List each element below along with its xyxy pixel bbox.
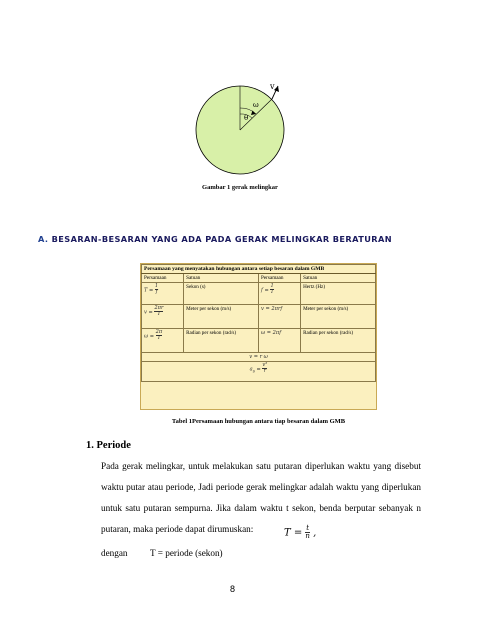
table-header: Satuan <box>301 274 376 283</box>
variable-definition: T = periode (sekon) <box>150 548 223 558</box>
table-cell-unit: Radian per sekon (rad/s) <box>184 329 259 353</box>
theta-label: θ <box>244 114 249 122</box>
velocity-arrowhead <box>274 86 279 92</box>
table-row <box>142 353 376 362</box>
body-paragraph: Pada gerak melingkar, untuk melakukan satu putaran diperlukan waktu yang disebut waktu putar atau periode, Jadi periode gerak melingkar adalah waktu yang diperlukan untuk satu putaran sempurna. Jika dalam waktu t sekon, benda berputar sebanyak n putaran, maka periode dapat dirumuskan: <box>101 461 421 534</box>
table-title: Persamaan yang menyatakan hubungan antara setiap besaran dalam GMB <box>142 265 376 274</box>
table-cell-formula: ω = 2πf <box>258 329 300 353</box>
table-header: Satuan <box>184 274 259 283</box>
table-row <box>142 305 376 329</box>
table-header: Persamaan <box>258 274 300 283</box>
table-cell-formula: f = $\frac{1}{T}$ <box>258 283 300 305</box>
table-row <box>142 283 376 305</box>
circular-motion-figure <box>180 80 300 182</box>
table-cell-formula: v = 2πrf <box>258 305 300 329</box>
table-footer-formula: $a_s$ = $\frac{\text{v²}}{r}$ <box>142 362 376 382</box>
table-cell-formula: T = $\frac{1}{f}$ <box>142 283 184 305</box>
dengan-label: dengan <box>101 548 128 558</box>
table-cell-unit: Meter per sekon (m/s) <box>184 305 259 329</box>
section-title: BESARAN-BESARAN YANG ADA PADA GERAK MELINGKAR BERATURAN <box>51 234 392 244</box>
table-header: Persamaan <box>142 274 184 283</box>
table-footer-formula: v = r ω <box>142 353 376 362</box>
figure-caption: Gambar 1 gerak melingkar <box>202 184 278 191</box>
section-heading <box>38 234 458 244</box>
table-caption: Tabel 1Persamaan hubungan antara tiap besaran dalam GMB <box>171 418 346 425</box>
section-letter: A. <box>38 234 49 244</box>
table-cell-unit: Meter per sekon (m/s) <box>301 305 376 329</box>
gmb-equations-table <box>140 263 377 410</box>
table-cell-unit: Sekon (s) <box>184 283 259 305</box>
table-cell-formula: ω = $\frac{2\pi}{T}$ <box>142 329 184 353</box>
table-cell-unit: Hertz (Hz) <box>301 283 376 305</box>
table-row <box>142 362 376 382</box>
page-number: 8 <box>230 584 236 594</box>
table-cell-unit: Radian per sekon (rad/s) <box>301 329 376 353</box>
period-formula: T = $\frac{t}{n}$ , <box>284 524 317 541</box>
table-row <box>142 329 376 353</box>
subsection-heading: 1. Periode <box>86 440 131 451</box>
v-label: v <box>270 82 275 91</box>
omega-label: ω <box>253 101 259 109</box>
table-cell-formula: v = $\frac{2\pi r}{T}$ <box>142 305 184 329</box>
